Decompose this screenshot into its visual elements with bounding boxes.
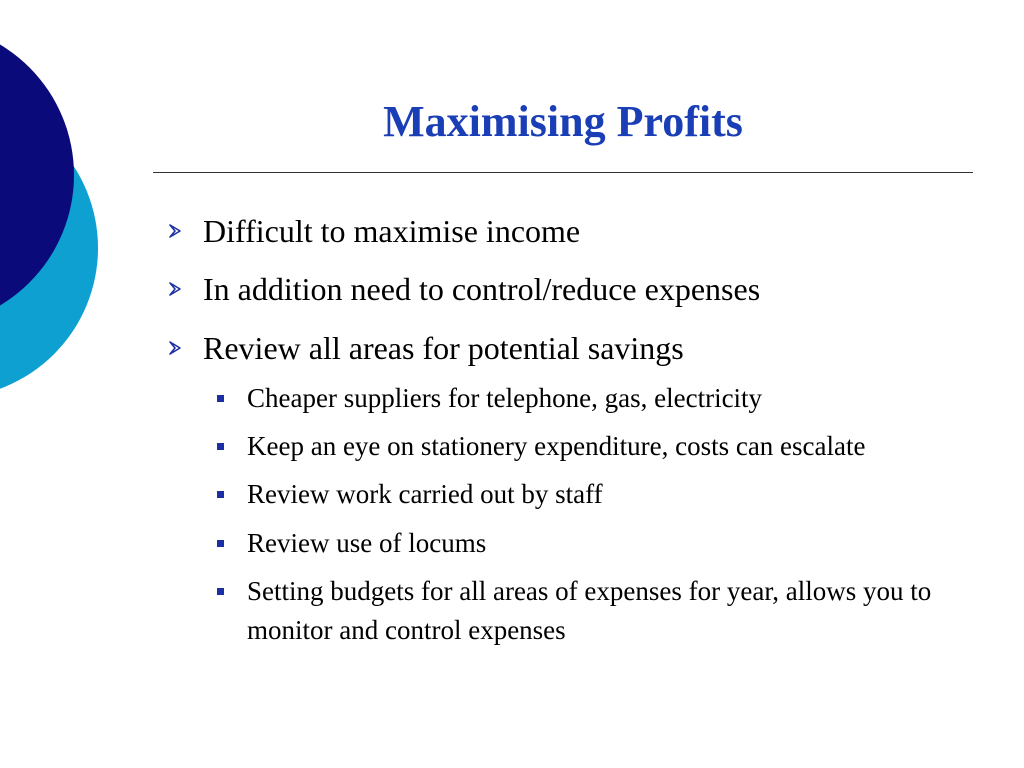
sub-bullet-text: Cheaper suppliers for telephone, gas, electricity bbox=[247, 383, 763, 414]
bullet-text: In addition need to control/reduce expenses bbox=[203, 271, 761, 308]
sub-bullet-item bbox=[215, 427, 980, 466]
square-bullet-icon bbox=[217, 395, 224, 402]
arrow-bullet-icon bbox=[168, 281, 182, 297]
sub-bullet-item bbox=[215, 572, 980, 650]
sub-bullet-list bbox=[160, 379, 980, 650]
sub-bullet-text: Keep an eye on stationery expenditure, costs can escalate bbox=[247, 431, 866, 462]
arrow-bullet-icon bbox=[168, 223, 182, 239]
bullet-list bbox=[160, 212, 980, 659]
bullet-item bbox=[160, 329, 980, 367]
sub-bullet-text: Review use of locums bbox=[247, 527, 487, 558]
sub-bullet-text: Review work carried out by staff bbox=[247, 479, 603, 510]
decorative-circles bbox=[0, 0, 120, 420]
bullet-item bbox=[160, 212, 980, 250]
arrow-bullet-icon bbox=[168, 340, 182, 356]
sub-bullet-text: Setting budgets for all areas of expenses for year, allows you to monitor and control expenses bbox=[247, 575, 932, 645]
square-bullet-icon bbox=[217, 588, 224, 595]
bullet-text: Review all areas for potential savings bbox=[203, 329, 684, 366]
sub-bullet-item bbox=[215, 475, 980, 514]
bullet-item bbox=[160, 270, 980, 308]
slide-title: Maximising Profits bbox=[383, 97, 743, 146]
square-bullet-icon bbox=[217, 443, 224, 450]
square-bullet-icon bbox=[217, 491, 224, 498]
bullet-text: Difficult to maximise income bbox=[203, 213, 581, 249]
square-bullet-icon bbox=[217, 540, 224, 547]
sub-bullet-item bbox=[215, 524, 980, 563]
sub-bullet-item bbox=[215, 379, 980, 418]
title-divider bbox=[153, 172, 973, 173]
